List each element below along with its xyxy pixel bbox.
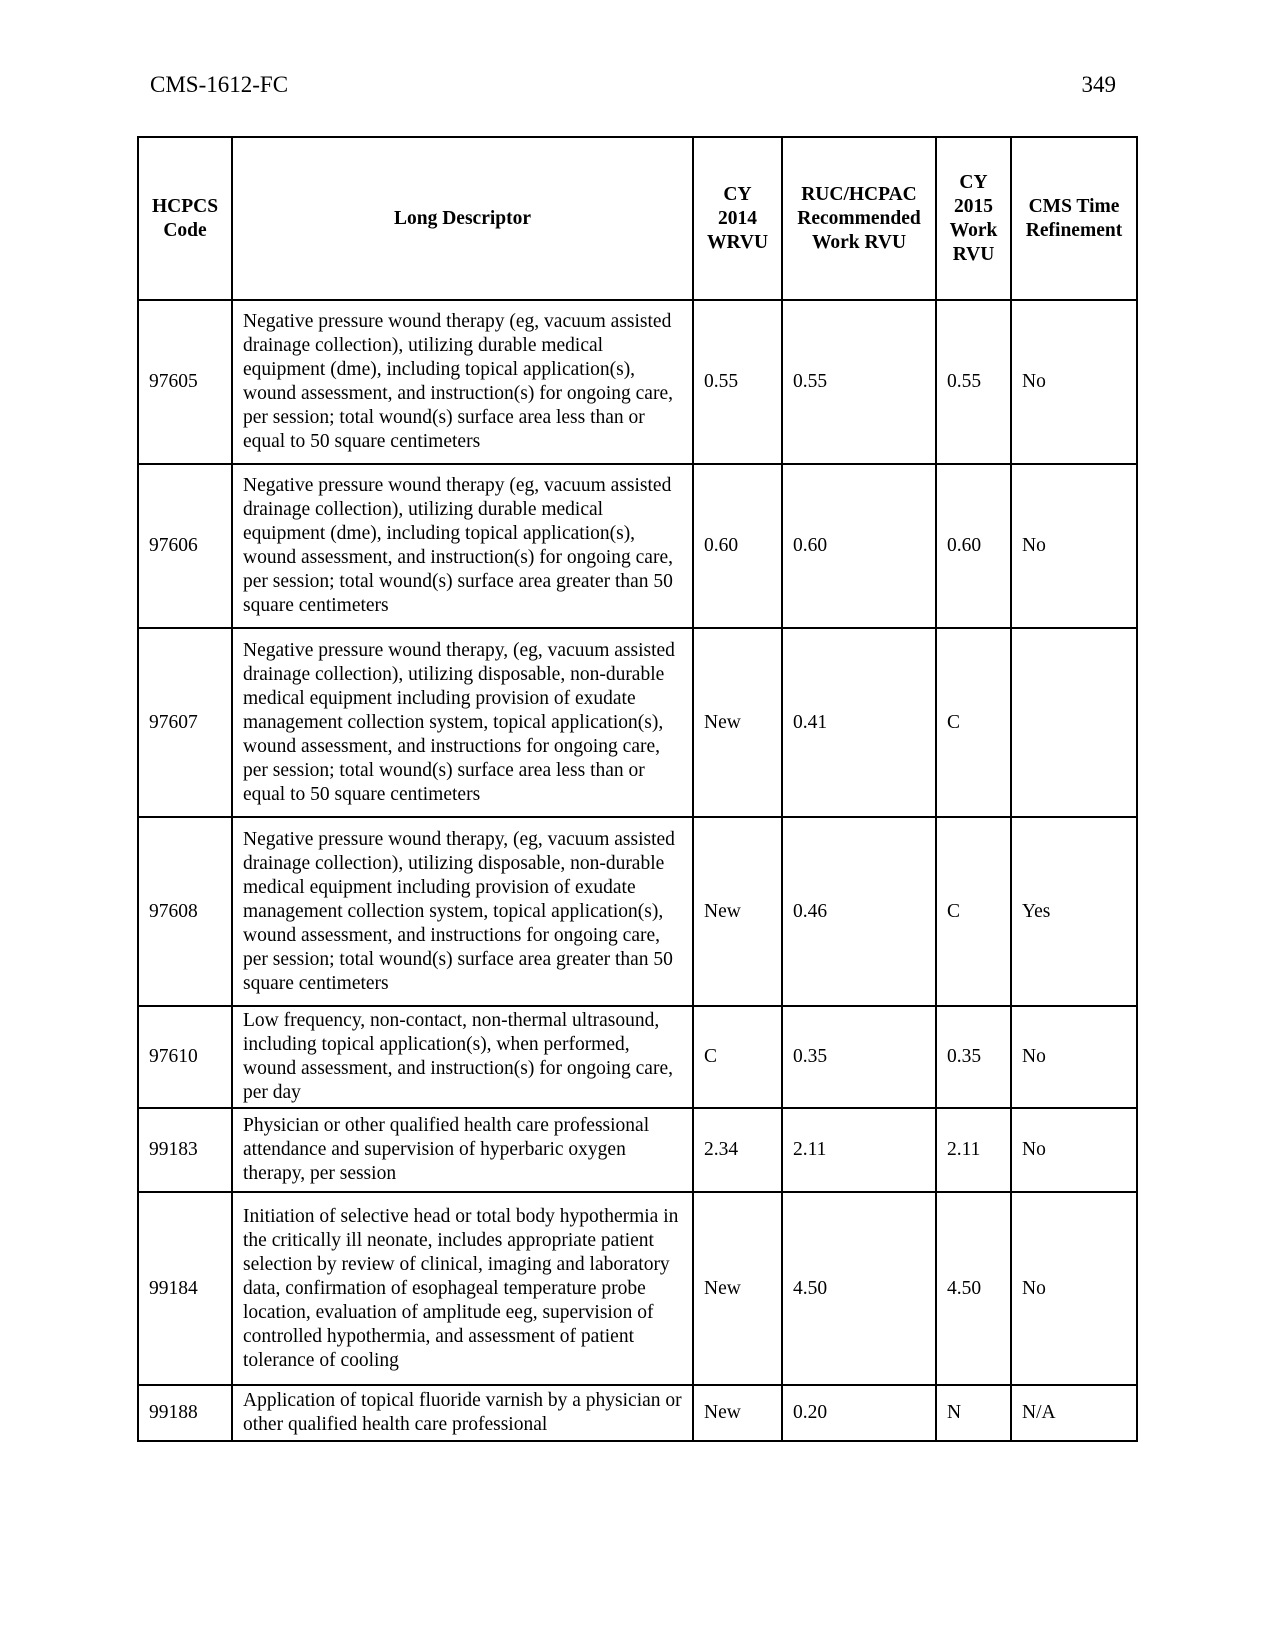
cell-cy2015-work-rvu: 0.55	[936, 300, 1011, 464]
cell-cy2015-work-rvu: C	[936, 628, 1011, 817]
cell-code: 97610	[138, 1006, 232, 1108]
cell-cy2014-wrvu: New	[693, 817, 782, 1006]
cell-cy2014-wrvu: New	[693, 1192, 782, 1385]
cell-descriptor: Negative pressure wound therapy, (eg, vacuum assisted drainage collection), utilizing disposable, non-durable medical equipment including provision of exudate management collection system, topical application(s), wound assessment, and instructions for ongoing care, per session; total wound(s) surface area less than or equal to 50 square centimeters	[232, 628, 693, 817]
cell-cms-time-refinement	[1011, 628, 1137, 817]
cell-ruc-recommended: 0.60	[782, 464, 936, 628]
rvu-table	[137, 136, 1138, 1442]
col-header-hcpcs-code: HCPCS Code	[138, 137, 232, 300]
table-row	[138, 1192, 1137, 1385]
cell-cy2014-wrvu: 2.34	[693, 1108, 782, 1192]
table-row	[138, 300, 1137, 464]
cell-cy2015-work-rvu: 0.35	[936, 1006, 1011, 1108]
cell-ruc-recommended: 4.50	[782, 1192, 936, 1385]
table-row	[138, 1385, 1137, 1441]
cell-code: 99183	[138, 1108, 232, 1192]
cell-descriptor: Negative pressure wound therapy (eg, vacuum assisted drainage collection), utilizing durable medical equipment (dme), including topical application(s), wound assessment, and instruction(s) for ongoing care, per session; total wound(s) surface area less than or equal to 50 square centimeters	[232, 300, 693, 464]
page-number: 349	[1081, 72, 1116, 97]
cell-cy2014-wrvu: New	[693, 1385, 782, 1441]
cell-cy2015-work-rvu: 0.60	[936, 464, 1011, 628]
cell-cms-time-refinement: No	[1011, 300, 1137, 464]
cell-ruc-recommended: 0.41	[782, 628, 936, 817]
table-row	[138, 628, 1137, 817]
table-row	[138, 1006, 1137, 1108]
cell-code: 97607	[138, 628, 232, 817]
table-row	[138, 464, 1137, 628]
cell-ruc-recommended: 0.20	[782, 1385, 936, 1441]
cell-cms-time-refinement: Yes	[1011, 817, 1137, 1006]
cell-cy2015-work-rvu: C	[936, 817, 1011, 1006]
cell-descriptor: Negative pressure wound therapy, (eg, vacuum assisted drainage collection), utilizing disposable, non-durable medical equipment including provision of exudate management collection system, topical application(s), wound assessment, and instructions for ongoing care, per session; total wound(s) surface area greater than 50 square centimeters	[232, 817, 693, 1006]
col-header-cms-time-refinement: CMS Time Refinement	[1011, 137, 1137, 300]
cell-descriptor: Initiation of selective head or total body hypothermia in the critically ill neonate, includes appropriate patient selection by review of clinical, imaging and laboratory data, confirmation of esophageal temperature probe location, evaluation of amplitude eeg, supervision of controlled hypothermia, and assessment of patient tolerance of cooling	[232, 1192, 693, 1385]
cell-cms-time-refinement: No	[1011, 1108, 1137, 1192]
cell-cms-time-refinement: No	[1011, 464, 1137, 628]
cell-code: 99184	[138, 1192, 232, 1385]
table-row	[138, 817, 1137, 1006]
cell-descriptor: Application of topical fluoride varnish by a physician or other qualified health care professional	[232, 1385, 693, 1441]
cell-cms-time-refinement: No	[1011, 1006, 1137, 1108]
cell-cy2015-work-rvu: N	[936, 1385, 1011, 1441]
cell-code: 97606	[138, 464, 232, 628]
cell-ruc-recommended: 0.46	[782, 817, 936, 1006]
cell-descriptor: Physician or other qualified health care professional attendance and supervision of hyperbaric oxygen therapy, per session	[232, 1108, 693, 1192]
cell-cy2015-work-rvu: 2.11	[936, 1108, 1011, 1192]
col-header-cy2015-work-rvu: CY 2015 Work RVU	[936, 137, 1011, 300]
cell-ruc-recommended: 2.11	[782, 1108, 936, 1192]
cell-cy2014-wrvu: 0.55	[693, 300, 782, 464]
cell-cy2014-wrvu: C	[693, 1006, 782, 1108]
cell-ruc-recommended: 0.55	[782, 300, 936, 464]
table-header-row	[138, 137, 1137, 300]
col-header-cy2014-wrvu: CY 2014 WRVU	[693, 137, 782, 300]
cell-code: 99188	[138, 1385, 232, 1441]
cell-cy2015-work-rvu: 4.50	[936, 1192, 1011, 1385]
cell-descriptor: Negative pressure wound therapy (eg, vacuum assisted drainage collection), utilizing durable medical equipment (dme), including topical application(s), wound assessment, and instruction(s) for ongoing care, per session; total wound(s) surface area greater than 50 square centimeters	[232, 464, 693, 628]
cell-cy2014-wrvu: 0.60	[693, 464, 782, 628]
cell-cms-time-refinement: N/A	[1011, 1385, 1137, 1441]
cell-ruc-recommended: 0.35	[782, 1006, 936, 1108]
document-id: CMS-1612-FC	[150, 72, 289, 97]
cell-cms-time-refinement: No	[1011, 1192, 1137, 1385]
page-header	[150, 72, 1116, 108]
cell-cy2014-wrvu: New	[693, 628, 782, 817]
col-header-long-descriptor: Long Descriptor	[232, 137, 693, 300]
cell-descriptor: Low frequency, non-contact, non-thermal ultrasound, including topical application(s), when performed, wound assessment, and instruction(s) for ongoing care, per day	[232, 1006, 693, 1108]
cell-code: 97608	[138, 817, 232, 1006]
cell-code: 97605	[138, 300, 232, 464]
table-row	[138, 1108, 1137, 1192]
col-header-ruc-recommended: RUC/HCPAC Recommended Work RVU	[782, 137, 936, 300]
